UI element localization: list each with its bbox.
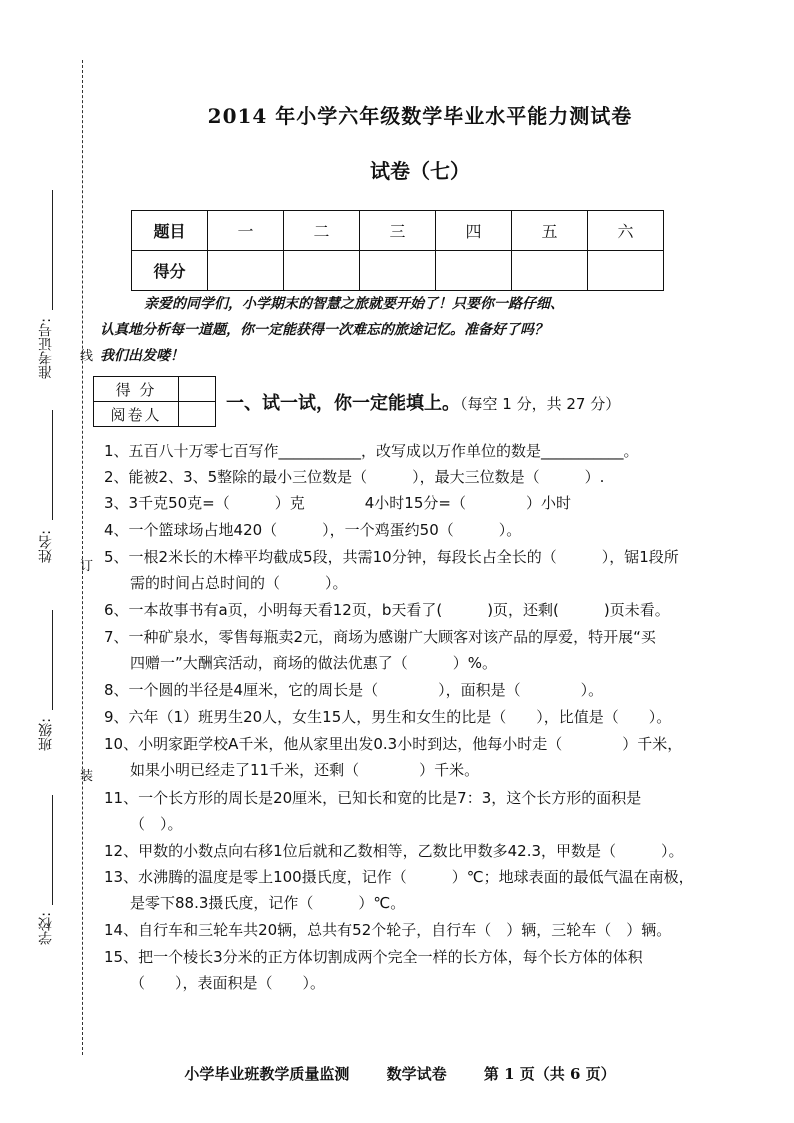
grader-reviewer-cell[interactable] (179, 402, 216, 427)
page-footer (100, 1063, 700, 1084)
exam-title: 2014 年小学六年级数学毕业水平能力测试卷 (207, 104, 633, 128)
class-line[interactable] (52, 610, 53, 710)
name-label: 姓名: (38, 530, 54, 563)
score-table-cell: 二 (284, 211, 360, 251)
school-line[interactable] (52, 795, 53, 905)
admission-number-label: 准考证号: (38, 318, 54, 379)
question-1: 1、五百八十万零七百写作___________，改写成以万作单位的数是___________。 (104, 442, 639, 460)
binding-word-staple: 订 (80, 559, 94, 574)
question-14: 14、自行车和三轮车共20辆，总共有52个轮子，自行车（ ）辆，三轮车（ ）辆。 (104, 921, 672, 939)
question-6: 6、一本故事书有a页，小明每天看12页，b天看了( )页，还剩( )页未看。 (104, 601, 670, 619)
grader-score-label: 得 分 (94, 377, 179, 402)
footer-subject: 数学试卷 (386, 1065, 447, 1083)
school-label: 学校: (38, 912, 54, 945)
score-table (131, 210, 664, 291)
score-entry-cell[interactable] (512, 251, 588, 291)
section-1-heading (226, 389, 620, 415)
score-table-cell: 三 (360, 211, 436, 251)
score-entry-cell[interactable] (436, 251, 512, 291)
class-label: 班级: (38, 718, 54, 751)
intro-line-2: 认真地分析每一道题，你一定能获得一次难忘的旅途记忆。准备好了吗？ (100, 322, 548, 338)
question-11: 11、一个长方形的周长是20厘米，已知长和宽的比是7：3，这个长方形的面积是 （ ）。 (104, 789, 642, 833)
section-1-note: （每空 1 分，共 27 分） (460, 395, 621, 413)
question-2: 2、能被2、3、5整除的最小三位数是（ ），最大三位数是（ ）. (104, 468, 605, 486)
score-entry-cell[interactable] (588, 251, 664, 291)
score-entry-cell[interactable] (208, 251, 284, 291)
question-4: 4、一个篮球场占地420（ ），一个鸡蛋约50（ ）。 (104, 521, 522, 539)
score-table-score-row (132, 251, 664, 291)
score-table-header-row (132, 211, 664, 251)
score-table-cell: 题目 (132, 211, 208, 251)
question-8: 8、一个圆的半径是4厘米，它的周长是（ ），面积是（ ）。 (104, 681, 604, 699)
binding-word-bind: 装 (80, 769, 94, 784)
score-table-cell: 一 (208, 211, 284, 251)
section-1-title: 一、试一试，你一定能填上。 (226, 393, 460, 414)
intro-line-3: 我们出发喽！ (100, 348, 184, 364)
question-10: 10、小明家距学校A千米，他从家里出发0.3小时到达，他每小时走（ ）千米， 如果小明已经走了11千米，还剩（ ）千米。 (104, 735, 683, 779)
grader-reviewer-label: 阅卷人 (94, 402, 179, 427)
name-line[interactable] (52, 410, 53, 520)
footer-exam-name: 小学毕业班教学质量监测 (184, 1065, 350, 1083)
question-7: 7、一种矿泉水，零售每瓶卖2元，商场为感谢广大顾客对该产品的厚爱，特开展“买 四赠一”大酬宾活动，商场的做法优惠了（ ）%。 (104, 628, 656, 672)
score-entry-cell[interactable] (284, 251, 360, 291)
score-table-cell: 五 (512, 211, 588, 251)
score-row-label: 得分 (132, 251, 208, 291)
grader-box (93, 376, 216, 427)
score-table-cell: 六 (588, 211, 664, 251)
intro-paragraph (100, 291, 698, 369)
question-9: 9、六年（1）班男生20人，女生15人，男生和女生的比是（ ），比值是（ ）。 (104, 708, 672, 726)
score-table-cell: 四 (436, 211, 512, 251)
footer-page-number: 第 1 页（共 6 页） (483, 1065, 616, 1083)
question-13: 13、水沸腾的温度是零上100摄氏度，记作（ ）℃；地球表面的最低气温在南极， 是零下88.3摄氏度，记作（ ）℃。 (104, 868, 694, 912)
question-12: 12、甲数的小数点向右移1位后就和乙数相等，乙数比甲数多42.3，甲数是（ ）。 (104, 842, 684, 860)
grader-score-cell[interactable] (179, 377, 216, 402)
question-3: 3、3千克50克=（ ）克 4小时15分=（ ）小时 (104, 494, 571, 512)
binding-word-line: 线 (80, 349, 94, 364)
exam-subtitle: 试卷（七） (370, 159, 470, 183)
question-15: 15、把一个棱长3分米的正方体切割成两个完全一样的长方体，每个长方体的体积 （ ），表面积是（ ）。 (104, 948, 643, 992)
intro-line-1: 亲爱的同学们，小学期末的智慧之旅就要开始了！只要你一路仔细、 (144, 296, 564, 312)
admission-number-line[interactable] (52, 190, 53, 310)
question-5: 5、一根2米长的木棒平均截成5段，共需10分钟，每段长占全长的（ ），锯1段所 需的时间占总时间的（ ）。 (104, 548, 679, 592)
score-entry-cell[interactable] (360, 251, 436, 291)
